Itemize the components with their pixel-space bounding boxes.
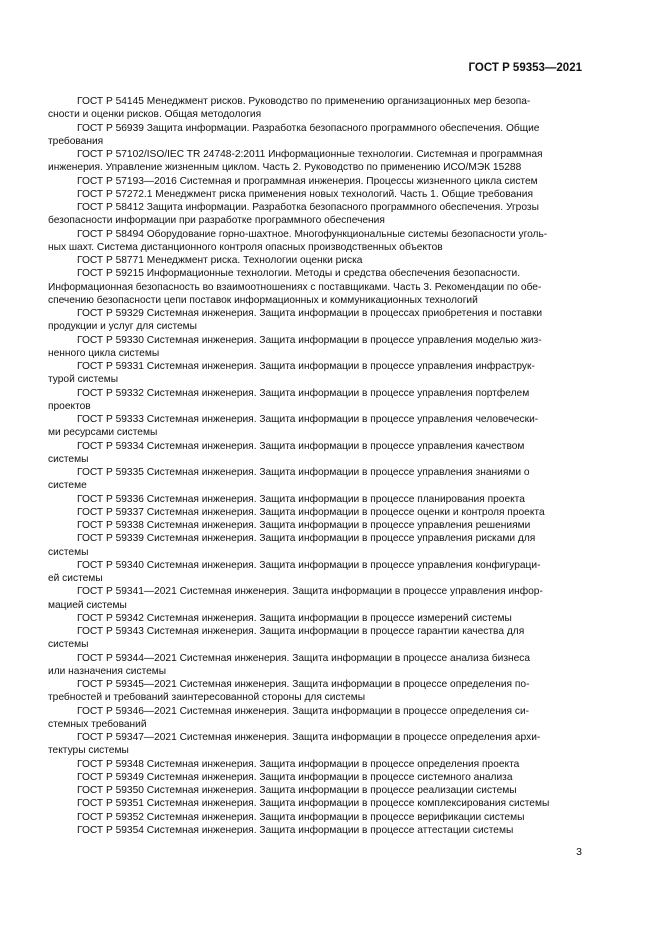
- reference-entry: [48, 625, 582, 652]
- reference-line-first: ГОСТ Р 59334 Системная инженерия. Защита информации в процессе управления качеством: [77, 440, 525, 452]
- reference-line-first: ГОСТ Р 59215 Информационные технологии. Методы и средства обеспечения безопасности.: [77, 268, 521, 280]
- reference-line-first: ГОСТ Р 59341—2021 Системная инженерия. Защита информации в процессе управления инфор-: [77, 586, 543, 598]
- reference-entry: [48, 148, 582, 175]
- reference-line-continuation: проектов: [48, 400, 91, 412]
- reference-entry: [48, 122, 582, 149]
- reference-entry: [48, 797, 582, 810]
- reference-entry: [48, 824, 582, 837]
- reference-line-first: ГОСТ Р 59354 Системная инженерия. Защита информации в процессе аттестации системы: [77, 824, 514, 836]
- reference-line-continuation: инженерия. Управление жизненным циклом. Часть 2. Руководство по применению ИСО/МЭК 15288: [48, 162, 522, 174]
- reference-line-continuation: продукции и услуг для системы: [48, 321, 198, 333]
- reference-line-continuation: ми ресурсами системы: [48, 427, 158, 439]
- reference-line-continuation: стемных требований: [48, 718, 147, 730]
- reference-entry: [48, 254, 582, 267]
- reference-entry: [48, 758, 582, 771]
- reference-line-first: ГОСТ Р 59333 Системная инженерия. Защита информации в процессе управления человечески-: [77, 414, 539, 425]
- reference-line-continuation: ненного цикла системы: [48, 347, 160, 359]
- reference-entry: [48, 811, 582, 824]
- reference-entry: [48, 506, 582, 519]
- reference-entry: [48, 493, 582, 506]
- reference-line-first: ГОСТ Р 59352 Системная инженерия. Защита информации в процессе верификации системы: [77, 811, 525, 823]
- reference-line-first: ГОСТ Р 59337 Системная инженерия. Защита информации в процессе оценки и контроля проекта: [77, 506, 545, 518]
- reference-entry: [48, 387, 582, 414]
- reference-line-first: ГОСТ Р 58412 Защита информации. Разработка безопасного программного обеспечения. Угрозы: [77, 202, 539, 213]
- reference-entry: [48, 731, 582, 758]
- reference-line-first: ГОСТ Р 59351 Системная инженерия. Защита информации в процессе комплексирования системы: [77, 798, 550, 810]
- reference-line-first: ГОСТ Р 58771 Менеджмент риска. Технологии оценки риска: [77, 255, 363, 266]
- reference-line-first: ГОСТ Р 59338 Системная инженерия. Защита информации в процессе управления решениями: [77, 520, 531, 531]
- reference-line-first: ГОСТ Р 59335 Системная инженерия. Защита информации в процессе управления знаниями о: [77, 467, 530, 478]
- reference-line-first: ГОСТ Р 59339 Системная инженерия. Защита информации в процессе управления рисками для: [77, 533, 536, 545]
- document-header-code: ГОСТ Р 59353—2021: [468, 62, 582, 74]
- reference-entry: [48, 307, 582, 334]
- reference-entry: [48, 532, 582, 559]
- reference-line-continuation: тектуры системы: [48, 745, 129, 757]
- reference-entry: [48, 188, 582, 201]
- reference-line-first: ГОСТ Р 59344—2021 Системная инженерия. Защита информации в процессе анализа бизнеса: [77, 652, 531, 664]
- reference-entry: [48, 440, 582, 467]
- reference-line-continuation: ей системы: [48, 573, 103, 584]
- reference-line-continuation: турой системы: [48, 374, 119, 386]
- reference-line-continuation: ных шахт. Система дистанционного контроля опасных производственных объектов: [48, 241, 443, 253]
- reference-entry: [48, 360, 582, 387]
- reference-entry: [48, 771, 582, 784]
- reference-entry: [48, 334, 582, 361]
- reference-entry: [48, 175, 582, 188]
- reference-line-continuation: требования: [48, 135, 104, 147]
- reference-entry: [48, 95, 582, 122]
- reference-line-first: ГОСТ Р 59346—2021 Системная инженерия. Защита информации в процессе определения си-: [77, 705, 530, 717]
- reference-line-continuation: или назначения системы: [48, 665, 167, 677]
- reference-entry: [48, 705, 582, 732]
- reference-line-continuation: спечению безопасности цепи поставок информационных и коммуникационных технологий: [48, 294, 478, 306]
- reference-entry: [48, 559, 582, 586]
- reference-line-first: ГОСТ Р 59347—2021 Системная инженерия. Защита информации в процессе определения архи-: [77, 732, 541, 743]
- reference-entry: [48, 466, 582, 493]
- reference-entry: [48, 678, 582, 705]
- reference-line-continuation: системы: [48, 453, 89, 465]
- reference-entry: [48, 652, 582, 679]
- reference-entry: [48, 228, 582, 255]
- reference-line-first: ГОСТ Р 59340 Системная инженерия. Защита информации в процессе управления конфигураци-: [77, 559, 541, 571]
- reference-line-first: ГОСТ Р 59343 Системная инженерия. Защита информации в процессе гарантии качества для: [77, 626, 525, 637]
- reference-entry: [48, 519, 582, 532]
- reference-line-first: ГОСТ Р 59336 Системная инженерия. Защита информации в процессе планирования проекта: [77, 493, 525, 505]
- reference-entry: [48, 784, 582, 797]
- reference-line-first: ГОСТ Р 59350 Системная инженерия. Защита информации в процессе реализации системы: [77, 785, 517, 796]
- reference-entry: [48, 585, 582, 612]
- reference-entry: [48, 413, 582, 440]
- reference-line-first: ГОСТ Р 59345—2021 Системная инженерия. Защита информации в процессе определения по-: [77, 679, 530, 690]
- reference-line-first: ГОСТ Р 57102/ISO/IEC TR 24748-2:2011 Информационные технологии. Системная и программная: [77, 149, 543, 160]
- page-number: 3: [576, 846, 582, 858]
- reference-entry: [48, 267, 582, 307]
- reference-line-first: ГОСТ Р 59331 Системная инженерия. Защита информации в процессе управления инфраструк-: [77, 361, 535, 372]
- reference-line-continuation: Информационная безопасность во взаимоотношениях с поставщиками. Часть 3. Рекомендации по обе-: [48, 281, 542, 293]
- reference-line-first: ГОСТ Р 59348 Системная инженерия. Защита информации в процессе определения проекта: [77, 758, 520, 770]
- reference-line-continuation: сности и оценки рисков. Общая методология: [48, 109, 262, 121]
- reference-line-continuation: системе: [48, 480, 87, 492]
- reference-line-first: ГОСТ Р 57272.1 Менеджмент риска применения новых технологий. Часть 1. Общие требования: [77, 188, 534, 200]
- reference-line-first: ГОСТ Р 58494 Оборудование горно-шахтное. Многофункциональные системы безопасности уголь-: [77, 228, 548, 240]
- reference-line-first: ГОСТ Р 54145 Менеджмент рисков. Руководство по применению организационных мер безопа-: [77, 96, 531, 107]
- reference-line-continuation: системы: [48, 639, 89, 651]
- reference-line-continuation: безопасности информации при разработке программного обеспечения: [48, 215, 385, 227]
- reference-line-first: ГОСТ Р 57193—2016 Системная и программная инженерия. Процессы жизненного цикла систем: [77, 175, 538, 187]
- reference-line-continuation: требностей и требований заинтересованной стороны для системы: [48, 692, 366, 704]
- reference-line-first: ГОСТ Р 59329 Системная инженерия. Защита информации в процессах приобретения и поставки: [77, 308, 543, 319]
- reference-line-continuation: мацией системы: [48, 599, 127, 611]
- reference-entry: [48, 612, 582, 625]
- reference-line-first: ГОСТ Р 56939 Защита информации. Разработка безопасного программного обеспечения. Общие: [77, 122, 540, 134]
- reference-line-continuation: системы: [48, 546, 89, 558]
- reference-line-first: ГОСТ Р 59332 Системная инженерия. Защита информации в процессе управления портфелем: [77, 387, 530, 399]
- normative-references-list: [48, 95, 582, 837]
- reference-line-first: ГОСТ Р 59330 Системная инженерия. Защита информации в процессе управления моделью жиз-: [77, 334, 542, 346]
- reference-line-first: ГОСТ Р 59342 Системная инженерия. Защита информации в процессе измерений системы: [77, 612, 512, 624]
- reference-entry: [48, 201, 582, 228]
- reference-line-first: ГОСТ Р 59349 Системная инженерия. Защита информации в процессе системного анализа: [77, 771, 513, 783]
